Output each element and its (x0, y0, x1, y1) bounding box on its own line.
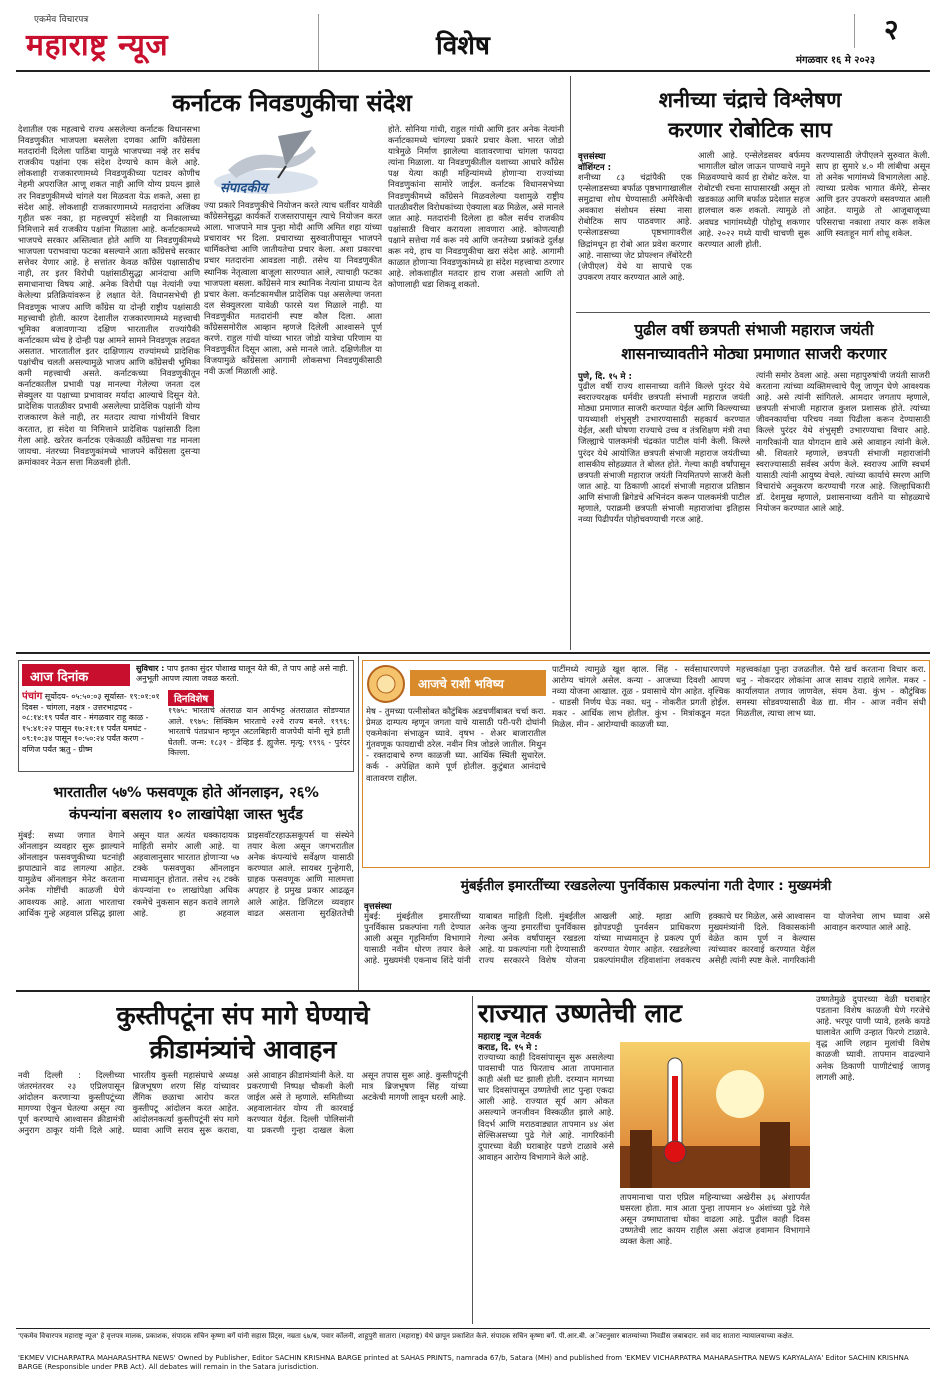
section-title: विशेष (436, 31, 490, 61)
article7-dateline: कराड, दि. १५ मे : (478, 1043, 538, 1053)
article2-col2: आली आहे. एन्सेलेडसवर बर्फमय भागातील खोल जाऊन पाण्याचे नमुने मिळवण्याचे कार्य हा रोबोट करेल. या रोबोटची रचना सापासारखी असून तो खडकाळ आणि बर्फाळ प्रदेशात सहज हालचाल करू शकतो. त्यामुळे तो अवघड भागांमध्येही पोहोचू शकणार आहे. २०२२ मध्ये याची चाचणी सुरू करण्यात आली होती. (698, 150, 810, 249)
article5-byline: वृत्तसंस्था (364, 902, 392, 912)
article3-col2: त्यांनी समोर ठेवला आहे. असा महापुरुषांची जयंती साजरी करताना त्यांच्या व्यक्तिमत्त्वाचे पैलू जाणून घेणे आवश्यक आहे. असे त्यांनी सांगितले. आमदार जगताप म्हणाले, छत्रपती संभाजी महाराज कुशल प्रशासक होते. त्यांच्या जीवनकार्याचा परिचय नव्या पिढीला करून देण्यासाठी किल्ले पुरंदर येथे शंभुसृष्टी उभारण्याचा विचार आहे. नागरिकांनी यात योगदान द्यावे असे आवाहन त्यांनी केले. श्री. शिवतारे म्हणाले, छत्रपती संभाजी महाराजांनी स्वराज्यासाठी सर्वस्व अर्पण केले. स्वराज्य आणि स्वधर्म यासाठी त्यांनी आयुष्य वेचले. त्यांच्या कार्याचे स्मरण आणि विचारांचे अनुकरण करण्याची गरज आहे. जिल्हाधिकारी डॉ. देशमुख म्हणाले, प्रशासनाच्या वतीने या सोहळ्याचे नियोजन करण्यात आले आहे. (756, 370, 930, 514)
article1-col2: ज्या प्रकारे निवडणुकीचे नियोजन करते त्याच धर्तीवर यावेळी काँग्रेसनेसुद्धा कार्यकर्ते राजस्तरापासून त्याचे नियोजन करत आला. भाजपाने मात्र पुन्हा मोदी आणि अमित शहा यांच्या प्रचारावर भर दिला. प्रचाराच्या सुरुवातीपासून भाजपने धार्मिकतेचा आणि जातीयतेचा प्रचार केला. अशा प्रकारचा प्रचार मतदारांना आवडला नाही. तसेच या निवडणुकीत स्थानिक नेतृत्वाला बाजूला सारण्यात आले, त्याचाही फटका भाजपला बसला. काँग्रेसने मात्र स्थानिक नेत्यांना प्राधान्य देत प्रचार केला. कर्नाटकामधील प्रादेशिक पक्ष असलेल्या जनता दल सेक्युलरला यावेळी फारसे यश मिळाले नाही. या निवडणुकीत मतदारांनी स्पष्ट कौल दिला. आता काँग्रेससमोरील आव्हान म्हणजे दिलेली आश्वासने पूर्ण करणे. राहुल गांधी यांच्या भारत जोडो यात्रेचा परिणाम या निवडणुकीत दिसून आला, असे मानले जाते. दक्षिणेतील या विजयामुळे काँग्रेसला आगामी लोकसभा निवडणुकीसाठी नवी ऊर्जा मिळाली आहे. (204, 200, 382, 377)
article2-headline-2: करणार रोबोटिक साप (668, 118, 832, 142)
masthead-tagline: एकमेव विचारपत्र (34, 15, 89, 25)
footer-imprint-marathi: 'एकमेव विचारपत्र महाराष्ट्र न्यूज' हे वृत्तपत्र मालक, प्रकाशक, संपादक सचिन कृष्णा बर्गे यांनी सहास प्रिंट्स, नम्रता ६७/ब, पवार कॉलनी, शाहूपुरी सातारा (महाराष्ट्र) येथे छापून प्रकाशित केले. संपादक सचिन कृष्णा बर्गे. पी.आर.बी. अॅक्टनुसार बातम्यांच्या निवडीस जबाबदार. सर्व वाद सातारा न्यायालयाच्या कक्षेत. (18, 1332, 795, 1340)
article7-body: राज्याच्या काही दिवसांपासून सुरू असलेल्या पावसाची पाठ फिरताच आता तापमानात काही अंशी घट झाली होती. दरम्यान मागच्या चार दिवसांपासून उष्णतेची लाट पुन्हा एकदा आली आहे. राज्यात सूर्य आग ओकत असल्याने जनजीवन विस्कळीत झाले आहे. विदर्भ आणि मराठवाड्यात तापमान ४४ अंश सेल्सिअसच्या पुढे गेले आहे. नागरिकांनी दुपारच्या वेळी घराबाहेर पडणे टाळावे असे आवाहन आरोग्य विभागाने केले आहे. (478, 1052, 614, 1162)
article3-headline-2: शासनाच्यावतीने मोठ्या प्रमाणात साजरी करणार (621, 345, 887, 363)
article7-col2: तापमानाचा पारा एप्रिल महिन्याच्या अखेरीस ३६ अंशापर्यंत घसरला होता. मात्र आता पुन्हा तापमान ४० अंशांच्या पुढे गेले असून उष्माघाताचा धोका वाढला आहे. पुढील काही दिवस उष्णतेची लाट कायम राहील असा अंदाज हवामान विभागाने व्यक्त केला आहे. (620, 1192, 810, 1247)
article4-body: मुंबई: सध्या जगात वेगाने ऑनलाइन व्यवहार सुरू झाल्याने ऑनलाइन फसवणुकीच्या घटनांही झपाट्याने वाढ लागल्या आहेत. यामुळेच ऑनलाइन मेनेट करताना अनेक गोष्टींची काळजी घेणे आवश्यक आहे. आता भारताचा आर्थिक गुन्हे अहवाल प्रसिद्ध झाला असून यात अत्यंत धक्कादायक माहिती समोर आली आहे. या अहवालानुसार भारतात होणाऱ्या ५७ टक्के फसवणुका ऑनलाइन माध्यमातून होतात. तसेच २६ टक्के कंपन्यांना १० लाखांपेक्षा अधिक रकमेचे नुकसान सहन करावे लागले आहे. हा अहवाल प्राइसवॉटरहाऊसकूपर्स या संस्थेने तयार केला असून जगभरातील अनेक कंपन्यांचे सर्वेक्षण यासाठी करण्यात आले. सायबर गुन्हेगारी, ग्राहक फसवणूक आणि मालमत्ता अपहार हे प्रमुख प्रकार आढळून आले आहेत. डिजिटल व्यवहार वाढत असताना सुरक्षिततेची (18, 830, 354, 918)
article3-headline-1: पुढील वर्षी छत्रपती संभाजी महाराज जयंती (634, 321, 874, 339)
rashi-col1: मेष - तुमच्या पत्नीसोबत कौटुंबिक अडचणींबाबत चर्चा करा. प्रेमळ दाम्पत्य म्हणून जगता याचे यासाठी परी-परी दोघांनी एकमेकांना संभाळुन घ्यावे. वृषभ - शेअर बाजारातील गुंतवणूक फायद्याची ठरेल. नवीन मित्र जोडले जातील. मिथुन - रक्तदाबाचे रुग्ण काळजी घ्या. आर्थिक स्थिती सुधारेल. कर्क - अपेक्षित कामे पूर्ण होतील. कुटुंबात आनंदाचे वातावरण राहील. (366, 706, 546, 783)
article2-byline: वृत्तसंस्था (578, 152, 606, 162)
editorial-label: संपादकीय (220, 181, 268, 196)
dinvishesh-text: १९७५: भारताचे अंतराळ यान आर्यभट्ट अंतराळात सोडण्यात आले. १९७५: सिक्किम भारताचे २२वे राज्य बनले. १९९६: भारताचे पंतप्रधान म्हणून अटलबिहारी वाजपेयी यांनी सूत्रे हाती घेतली. जन्म: १८३१ - डेव्हिड ई. ह्युजेस. मृत्यू: १९९६ - पुरंदर किल्ला. (168, 706, 350, 758)
panchang (22, 690, 164, 770)
dinvishesh-label: दिनविशेष (168, 690, 214, 706)
article4-headline-1: भारतातील ५७% फसवणूक होते ऑनलाइन, २६% (53, 785, 319, 801)
article1-col3: होते. सोनिया गांधी, राहुल गांधी आणि इतर अनेक नेत्यांनी कर्नाटकामध्ये चांगल्या प्रकारे प्रचार केला. भारत जोडो यात्रेमुळे निर्माण झालेल्या वातावरणाचा चांगला फायदा त्यांना मिळाला. या निवडणुकीतील यशाच्या आधारे काँग्रेस पक्ष येत्या काही महिन्यांमध्ये होणाऱ्या राज्यांच्या निवडणुकांना सामोरे जाईल. कर्नाटक विधानसभेच्या निवडणुकीमध्ये काँग्रेसने मिळवलेल्या यशामुळे राष्ट्रीय पातळीवरील विरोधकांच्या ऐक्याला बळ मिळेल, असे मानले जात आहे. मतदारांनी दिलेला हा कौल सर्वच राजकीय पक्षांसाठी विचार करायला लावणारा आहे. कोणत्याही पक्षाने सत्तेचा गर्व करू नये आणि जनतेच्या प्रश्नांकडे दुर्लक्ष करू नये, हाच या निवडणुकीचा खरा संदेश आहे. आगामी काळात होणाऱ्या निवडणुकांमध्ये हा संदेश महत्त्वाचा ठरणार आहे. लोकशाहीत मतदार हाच राजा असतो आणि तो कोणालाही धडा शिकवू शकतो. (388, 124, 564, 290)
suvichar-text: पाप इतका सुंदर पोशाख घालून येते की, ते पाप आहे असे नाही. अनुभूती आपण त्याला जवळ करतो. (136, 664, 348, 684)
article3-dateline: पुणे, दि. १५ मे : (578, 372, 632, 382)
article7-col3: उष्णतेमुळे दुपारच्या वेळी घराबाहेर पडताना विशेष काळजी घेणे गरजेचे आहे. भरपूर पाणी प्यावे, हलके कपडे घालावेत आणि उन्हात फिरणे टाळावे. वृद्ध आणि लहान मुलांची विशेष काळजी घ्यावी. तापमान वाढल्याने अनेक ठिकाणी पाणीटंचाई जाणवू लागली आहे. (816, 994, 930, 1082)
article7-headline: राज्यात उष्णतेची लाट (478, 999, 682, 1029)
panchang-label: पंचांग (22, 691, 43, 702)
article5-body: मुंबई: मुंबईतील इमारतींच्या पुनर्विकास प्रकल्पांना गती देण्यात आली असून गृहनिर्माण विभागाने यासाठी नवीन धोरण तयार केले आहे. मुख्यमंत्री एकनाथ शिंदे यांनी याबाबत माहिती दिली. मुंबईतील अनेक जुन्या इमारतींचा पुनर्विकास गेल्या अनेक वर्षांपासून रखडला आहे. या प्रकल्पांना गती देण्यासाठी राज्य सरकारने विशेष योजना आखली आहे. म्हाडा आणि झोपडपट्टी पुनर्वसन प्राधिकरण यांच्या माध्यमातून हे प्रकल्प पूर्ण करण्यात येणार आहेत. रखडलेल्या प्रकल्पांमधील रहिवाशांना लवकरच हक्काचे घर मिळेल, असे आश्वासन मुख्यमंत्र्यांनी दिले. विकासकांनी वेळेत काम पूर्ण न केल्यास त्यांच्यावर कारवाई करण्यात येईल असेही त्यांनी स्पष्ट केले. नागरिकांनी या योजनेचा लाभ घ्यावा असे आवाहन करण्यात आले आहे. (364, 911, 930, 966)
article6-headline-2: क्रीडामंत्र्यांचे आवाहन (149, 1035, 337, 1064)
panchang-text: सूर्योदय- ०५:५०:०३ सूर्यास्त- १९:०१:०१ दिवस - चांगला, नक्षत्र - उत्तरभाद्रपद - ०८:१४:१९ पर्यंत वार - मंगळवार राहू काळ - १५:४१:२२ पासून १७:२१:११ पर्यंत यमघंट - ०९:१०:३४ पासून १०:५०:२४ पर्यंत करण - वणिज पर्यंत ऋतु - ग्रीष्म (22, 692, 160, 754)
article2-headline-1: शनीच्या चंद्राचे विश्लेषण (658, 88, 842, 112)
article1-headline: कर्नाटक निवडणुकीचा संदेश (172, 89, 412, 117)
issue-date: मंगळवार १६ मे २०२३ (796, 55, 876, 66)
rashi-col3: महत्त्वकांक्षा पुन्हा उजळतील. पैसे खर्च करताना विचार करा. धनु - नोकरदार लोकांना आज सावध राहावे लागेल. मकर - कार्यालयात तणाव जाणवेल, संयम ठेवा. कुंभ - कौटुंबिक समस्या सोडवण्यासाठी वेळ द्या. मीन - आज नवीन संधी मिळतील, त्याचा लाभ घ्या. (736, 664, 926, 719)
footer-imprint-english: 'EKMEV VICHARPATRA MAHARASHTRA NEWS' Owned by Publisher, Editor SACHIN KRISHNA BARGE printed at SAHAS PRINTS, namrada 67/b, Satara (MH) and published from 'EKMEV VICHARPATRA MAHARASHTRA NEWS KARYALAYA' Editor SACHIN KRISHNA BARGE (Responsible under PRB Act). All debates will remain in the Satara jurisdiction. (18, 1354, 909, 1372)
article7-byline: महाराष्ट्र न्यूज नेटवर्क (478, 1032, 542, 1042)
article2-dateline: वॉशिंग्टन : (578, 163, 612, 173)
article2-col1: शनीच्या ८३ चंद्रांपैकी एक एन्सेलाडसच्या बर्फाळ पृष्ठभागाखालील समुद्राचा शोध घेण्यासाठी अमेरिकेची अवकाश संशोधन संस्था नासा रोबोटिक साप पाठवणार आहे. एन्सेलाडसच्या पृष्ठभागावरील छिद्रांमधून हा रोबो आत प्रवेश करणार आहे. नासाच्या जेट प्रोपल्शन लॅबोरेटरी (जेपीएल) येथे या सापाचे एक उपकरण तयार करण्यात आले आहे. (578, 172, 692, 282)
article1-col1: देशातील एक महत्वाचे राज्य असलेल्या कर्नाटक विधानसभा निवडणुकीत भाजपला बसलेला दणका आणि काँग्रेसला मतदारांनी दिलेला पाठिंबा यामुळे भाजपच्या नव्हे तर सर्वच राजकीय पक्षांना एक संदेश देण्याचे काम केले आहे. लोकशाही राजकारणामध्ये निवडणुकीच्या पटावर कोणीच नेहमी अपराजित आणू शकत नाही आणि योग्य प्रयत्न झाले तर निवडणुकीमध्ये चांगले यश मिळवता येऊ शकते, असा हा संदेश आहे. लोकशाही राजकारणामध्ये मतदारांना अजिंक्य गृहीत धरू नका, हा महत्त्वपूर्ण संदेशही या निकालाच्या निमित्ताने सर्व राजकीय पक्षांना मिळाला आहे. कर्नाटकामध्ये भाजपचे सरकार अस्तित्वात होते आणि या निवडणुकीमध्ये भाजपला पराभवाचा फटका बसल्याने आता काँग्रेसचे सरकार सत्तेवर येणार आहे. हे सत्तांतर केवळ काँग्रेस पक्षासाठीच नाही, तर इतर विरोधी पक्षांसाठीसुद्धा आनंदाचा आणि समाधानाचा विषय आहे. अनेक विरोधी पक्ष नेत्यांनी ज्या केलेल्या प्रतिक्रियांवरून हे लक्षात येते. विधानसभेची ही निवडणूक भाजप आणि काँग्रेस या दोन्ही राष्ट्रीय पक्षांसाठी महत्त्वाची होती. कारण देशातील राजकारणामध्ये महत्त्वाची भूमिका बजावणाऱ्या दक्षिण भारतातील राज्यांपैकी कर्नाटकाम ध्येच हे दोन्ही पक्ष आमने सामने निवडणूक लढवत असतात. भारतातील इतर दाक्षिणात्य राज्यांमध्ये प्रादेशिक पक्षांचीच चलती असल्यामुळे भाजप आणि काँग्रेसची भूमिका कमी महत्त्वाची असते. कर्नाटकच्या निवडणुकीतून कर्नाटकातील प्रभावी पक्ष मानल्या गेलेल्या जनता दल सेक्युलर या पक्षाच्या प्रभावावर मर्यादा आल्याचे दिसून येते. प्रादेशिक पातळीवर प्रभावी असलेल्या प्रादेशिक पक्षांनी योग्य राजकारण केले नाही, तर मतदार त्याचा गांभीर्याने विचार करतात, हा संदेश या निमित्ताने प्रादेशिक पक्षांसाठी दिला गेला आहे. खरेतर कर्नाटक एकेकाळी काँग्रेसचा गड मानला जायचा. नंतरच्या निवडणुकांमध्ये भाजपने काँग्रेसला दुसऱ्या क्रमांकावर नेऊन सत्ता मिळवली होती. (18, 124, 200, 467)
masthead (16, 8, 930, 70)
heatwave-photo (620, 1042, 810, 1188)
rashi-col2: पाटींमध्ये त्यामुळे खूश व्हाल. सिंह - सर्वसाधारणपणे आरोग्य चांगले असेल. कन्या - आजच्या दिवशी आपण नव्या योजना आखाल. तूळ - प्रवासाचे योग आहेत. वृश्चिक - धाडसी निर्णय घेऊ नका. धनु - नोकरीत प्रगती होईल. मकर - आर्थिक लाभ होतील. कुंभ - मित्रांकडून मदत मिळेल. मीन - आरोग्याची काळजी घ्या. (552, 664, 730, 730)
suvichar-label: सुविचार : (136, 664, 165, 673)
rashi-title: आजचे राशी भविष्य (410, 670, 546, 696)
editorial-image (208, 126, 326, 198)
article6-headline-1: कुस्तीपटूंना संप मागे घेण्याचे (116, 1001, 370, 1030)
masthead-name: महाराष्ट्र न्यूज (26, 28, 169, 63)
aaj-dinank-title: आज दिनांक (22, 664, 130, 686)
page-number: २ (884, 13, 899, 46)
article5-headline: मुंबईतील इमारतींच्या रखडलेल्या पुनर्विकास प्रकल्पांना गती देणार : मुख्यमंत्री (460, 878, 832, 894)
article4-headline-2: कंपन्यांना बसलाय १० लाखांपेक्षा जास्त भुर्दंड (69, 807, 303, 823)
suvichar (136, 664, 350, 688)
article3-col1: पुढील वर्षी राज्य शासनाच्या वतीने किल्ले पुरंदर येथे स्वराज्यरक्षक धर्मवीर छत्रपती संभाजी महाराज जयंती मोठ्या प्रमाणात साजरी करण्यात येईल आणि किल्ल्याच्या पायथ्याशी शंभुसृष्टी उभारण्यासाठी सहकार्य करण्यात येईल, अशी घोषणा राज्याचे उच्च व तंत्रशिक्षण मंत्री तथा जिल्ह्याचे पालकमंत्री चंद्रकांत पाटील यांनी केली. किल्ले पुरंदर येथे आयोजित छत्रपती संभाजी महाराज जयंतीच्या शासकीय सोहळ्यात ते बोलत होते. गेल्या काही वर्षांपासून छत्रपती संभाजी महाराज जयंती नियमितपणे साजरी केली जात आहे. या ठिकाणी आदर्श संभाजी महाराज प्रतिष्ठान आणि संभाजी ब्रिगेडचे अभिनंदन करून पालकमंत्री पाटील म्हणाले, पराक्रमी छत्रपती संभाजी महाराजांचा इतिहास नव्या पिढीपर्यंत पोहोचवण्याची गरज आहे. (578, 381, 750, 525)
rashi-chart-icon (366, 664, 406, 704)
article6-body: नवी दिल्ली : दिल्लीच्या जंतरमंतरवर २३ एप्रिलपासून आंदोलन करणाऱ्या कुस्तीपटूंच्या मागण्या ऐकून घेतल्या असून त्या पूर्ण करण्याचे आश्वासन क्रीडामंत्री अनुराग ठाकूर यांनी दिले आहे. भारतीय कुस्ती महासंघाचे अध्यक्ष ब्रिजभूषण शरण सिंह यांच्यावर लैंगिक छळाचा आरोप करत कुस्तीपटू आंदोलन करत आहेत. आंदोलनकर्त्या कुस्तीपटूंनी संप मागे घ्यावा आणि सराव सुरू करावा, असे आवाहन क्रीडामंत्र्यांनी केले. या प्रकरणाची निष्पक्ष चौकशी केली जाईल असे ते म्हणाले. समितीच्या अहवालानंतर योग्य ती कारवाई करण्यात येईल. दिल्ली पोलिसांनी या प्रकरणी गुन्हा दाखल केला असून तपास सुरू आहे. कुस्तीपटूंनी मात्र ब्रिजभूषण सिंह यांच्या अटकेची मागणी लावून धरली आहे. (18, 1070, 468, 1136)
article2-col3: करण्यासाठी जेपीएलने सुरुवात केली. साप हा सुमारे ४.० मी लांबीचा असून तो अनेक भागांमध्ये विभागलेला आहे. त्याच्या प्रत्येक भागात कॅमेरे, सेन्सर आणि इतर उपकरणे बसवण्यात आली आहेत. यामुळे तो आजूबाजूच्या परिसराचा नकाशा तयार करू शकेल आणि स्वतःहून मार्ग शोधू शकेल. (816, 150, 930, 238)
